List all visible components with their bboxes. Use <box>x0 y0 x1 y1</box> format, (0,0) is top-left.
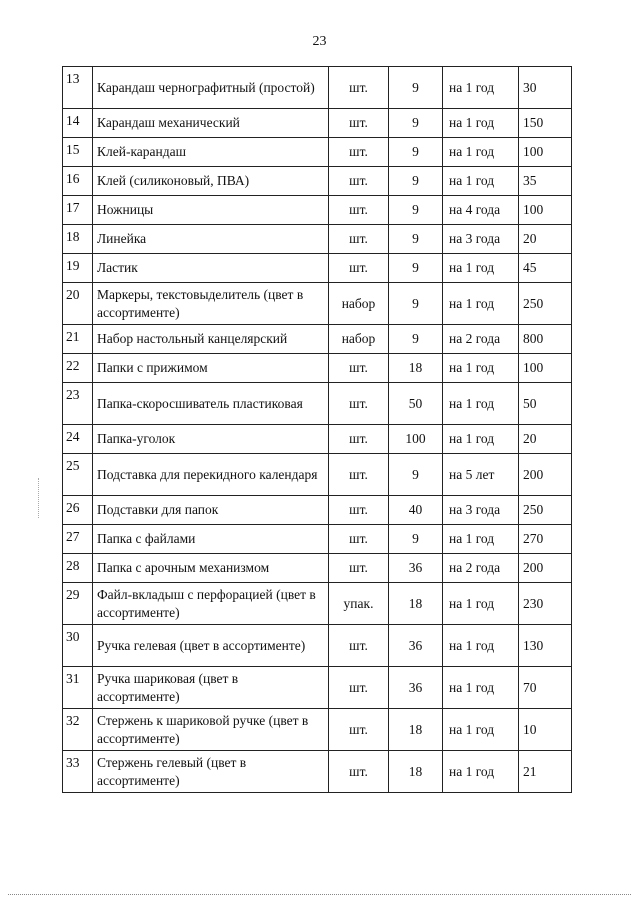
item-price: 250 <box>519 496 572 525</box>
row-number: 31 <box>63 667 93 709</box>
item-quantity: 9 <box>389 325 443 354</box>
item-price: 200 <box>519 554 572 583</box>
item-unit: шт. <box>329 496 389 525</box>
item-name: Линейка <box>93 225 329 254</box>
item-price: 100 <box>519 354 572 383</box>
table-row <box>63 138 572 167</box>
item-quantity: 9 <box>389 254 443 283</box>
table-body <box>63 67 572 793</box>
item-quantity: 9 <box>389 196 443 225</box>
item-unit: шт. <box>329 254 389 283</box>
row-number: 20 <box>63 283 93 325</box>
item-term: на 1 год <box>443 667 519 709</box>
item-unit: шт. <box>329 67 389 109</box>
row-number: 24 <box>63 425 93 454</box>
item-name: Ручка гелевая (цвет в ассортименте) <box>93 625 329 667</box>
row-number: 18 <box>63 225 93 254</box>
item-unit: шт. <box>329 383 389 425</box>
item-name: Карандаш механический <box>93 109 329 138</box>
item-unit: шт. <box>329 225 389 254</box>
item-price: 21 <box>519 751 572 793</box>
item-unit: шт. <box>329 667 389 709</box>
row-number: 14 <box>63 109 93 138</box>
item-quantity: 9 <box>389 109 443 138</box>
item-unit: шт. <box>329 196 389 225</box>
row-number: 16 <box>63 167 93 196</box>
table-row <box>63 425 572 454</box>
table-row <box>63 709 572 751</box>
row-number: 17 <box>63 196 93 225</box>
margin-mark <box>38 478 41 518</box>
item-quantity: 36 <box>389 625 443 667</box>
item-name: Ручка шариковая (цвет в ассортименте) <box>93 667 329 709</box>
item-price: 70 <box>519 667 572 709</box>
item-price: 50 <box>519 383 572 425</box>
item-term: на 3 года <box>443 225 519 254</box>
row-number: 25 <box>63 454 93 496</box>
item-quantity: 9 <box>389 67 443 109</box>
item-unit: шт. <box>329 425 389 454</box>
item-term: на 2 года <box>443 554 519 583</box>
item-quantity: 36 <box>389 667 443 709</box>
table-row <box>63 225 572 254</box>
item-unit: набор <box>329 325 389 354</box>
item-term: на 4 года <box>443 196 519 225</box>
table-row <box>63 583 572 625</box>
item-term: на 1 год <box>443 583 519 625</box>
item-price: 230 <box>519 583 572 625</box>
item-unit: шт. <box>329 354 389 383</box>
item-quantity: 18 <box>389 583 443 625</box>
row-number: 26 <box>63 496 93 525</box>
item-unit: набор <box>329 283 389 325</box>
item-name: Маркеры, текстовыделитель (цвет в ассортименте) <box>93 283 329 325</box>
item-price: 800 <box>519 325 572 354</box>
table-row <box>63 454 572 496</box>
item-price: 35 <box>519 167 572 196</box>
item-price: 250 <box>519 283 572 325</box>
item-unit: шт. <box>329 554 389 583</box>
item-term: на 1 год <box>443 167 519 196</box>
item-name: Подставки для папок <box>93 496 329 525</box>
item-price: 150 <box>519 109 572 138</box>
supply-table <box>62 66 572 793</box>
item-name: Ножницы <box>93 196 329 225</box>
item-name: Карандаш чернографитный (простой) <box>93 67 329 109</box>
item-unit: шт. <box>329 525 389 554</box>
item-term: на 2 года <box>443 325 519 354</box>
item-name: Клей (силиконовый, ПВА) <box>93 167 329 196</box>
item-price: 130 <box>519 625 572 667</box>
item-term: на 1 год <box>443 67 519 109</box>
item-term: на 1 год <box>443 138 519 167</box>
item-name: Папка с арочным механизмом <box>93 554 329 583</box>
row-number: 13 <box>63 67 93 109</box>
item-name: Папка-уголок <box>93 425 329 454</box>
item-quantity: 40 <box>389 496 443 525</box>
item-unit: шт. <box>329 167 389 196</box>
item-quantity: 9 <box>389 167 443 196</box>
item-unit: шт. <box>329 625 389 667</box>
table-row <box>63 525 572 554</box>
item-name: Подставка для перекидного календаря <box>93 454 329 496</box>
table-row <box>63 109 572 138</box>
item-term: на 5 лет <box>443 454 519 496</box>
row-number: 32 <box>63 709 93 751</box>
item-price: 100 <box>519 138 572 167</box>
item-term: на 1 год <box>443 525 519 554</box>
item-unit: упак. <box>329 583 389 625</box>
table-row <box>63 496 572 525</box>
table-row <box>63 167 572 196</box>
item-term: на 1 год <box>443 751 519 793</box>
item-price: 20 <box>519 225 572 254</box>
table-row <box>63 325 572 354</box>
table-row <box>63 67 572 109</box>
item-name: Папки с прижимом <box>93 354 329 383</box>
item-quantity: 100 <box>389 425 443 454</box>
item-name: Клей-карандаш <box>93 138 329 167</box>
table-row <box>63 354 572 383</box>
item-unit: шт. <box>329 138 389 167</box>
item-price: 270 <box>519 525 572 554</box>
item-quantity: 9 <box>389 454 443 496</box>
item-price: 200 <box>519 454 572 496</box>
row-number: 15 <box>63 138 93 167</box>
item-term: на 1 год <box>443 283 519 325</box>
item-term: на 1 год <box>443 254 519 283</box>
item-price: 100 <box>519 196 572 225</box>
row-number: 19 <box>63 254 93 283</box>
table-row <box>63 625 572 667</box>
item-name: Ластик <box>93 254 329 283</box>
item-quantity: 36 <box>389 554 443 583</box>
item-quantity: 9 <box>389 225 443 254</box>
table-row <box>63 554 572 583</box>
table-row <box>63 383 572 425</box>
item-quantity: 18 <box>389 709 443 751</box>
table-row <box>63 254 572 283</box>
item-quantity: 9 <box>389 525 443 554</box>
item-quantity: 9 <box>389 138 443 167</box>
table-row <box>63 667 572 709</box>
row-number: 27 <box>63 525 93 554</box>
item-quantity: 50 <box>389 383 443 425</box>
item-name: Набор настольный канцелярский <box>93 325 329 354</box>
item-quantity: 18 <box>389 751 443 793</box>
item-unit: шт. <box>329 751 389 793</box>
page-number: 23 <box>312 34 327 49</box>
row-number: 33 <box>63 751 93 793</box>
item-term: на 1 год <box>443 709 519 751</box>
table-row <box>63 283 572 325</box>
item-name: Папка-скоросшиватель пластиковая <box>93 383 329 425</box>
item-term: на 1 год <box>443 383 519 425</box>
item-unit: шт. <box>329 109 389 138</box>
item-price: 45 <box>519 254 572 283</box>
bottom-rule <box>8 894 631 895</box>
item-quantity: 18 <box>389 354 443 383</box>
item-quantity: 9 <box>389 283 443 325</box>
item-term: на 1 год <box>443 354 519 383</box>
item-name: Стержень к шариковой ручке (цвет в ассортименте) <box>93 709 329 751</box>
item-unit: шт. <box>329 454 389 496</box>
item-price: 10 <box>519 709 572 751</box>
row-number: 29 <box>63 583 93 625</box>
row-number: 21 <box>63 325 93 354</box>
item-unit: шт. <box>329 709 389 751</box>
item-name: Папка с файлами <box>93 525 329 554</box>
table-row <box>63 751 572 793</box>
item-term: на 1 год <box>443 109 519 138</box>
item-price: 20 <box>519 425 572 454</box>
item-term: на 3 года <box>443 496 519 525</box>
item-name: Файл-вкладыш с перфорацией (цвет в ассортименте) <box>93 583 329 625</box>
row-number: 23 <box>63 383 93 425</box>
row-number: 30 <box>63 625 93 667</box>
item-term: на 1 год <box>443 625 519 667</box>
row-number: 22 <box>63 354 93 383</box>
item-term: на 1 год <box>443 425 519 454</box>
row-number: 28 <box>63 554 93 583</box>
item-name: Стержень гелевый (цвет в ассортименте) <box>93 751 329 793</box>
item-price: 30 <box>519 67 572 109</box>
table-row <box>63 196 572 225</box>
